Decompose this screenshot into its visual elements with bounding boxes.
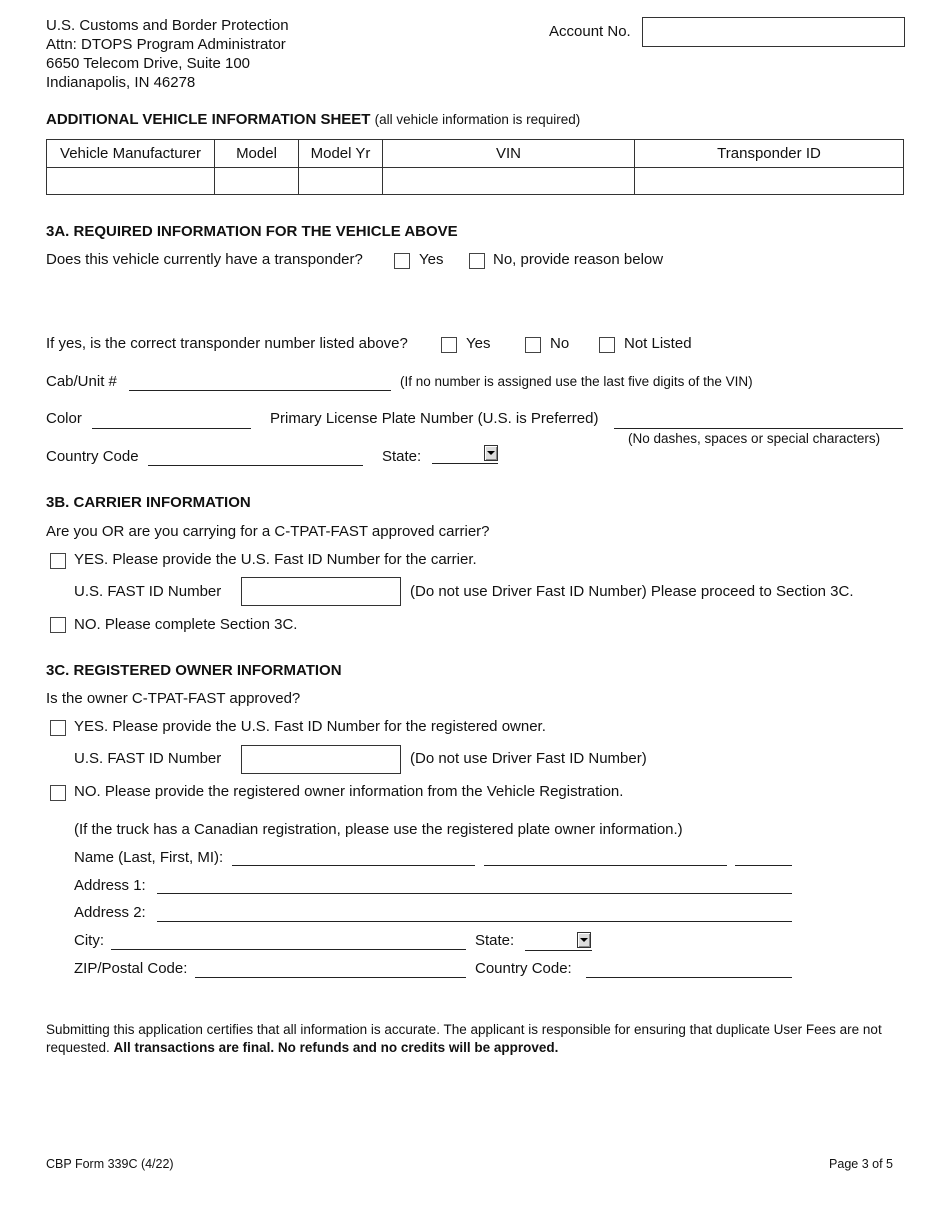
- transponder-question: Does this vehicle currently have a transponder?: [46, 251, 363, 268]
- state-select[interactable]: [432, 463, 498, 464]
- col-vin: VIN: [383, 140, 635, 168]
- owner-country-label: Country Code:: [475, 960, 572, 977]
- account-label: Account No.: [549, 23, 631, 40]
- zip-label: ZIP/Postal Code:: [74, 960, 188, 977]
- owner-fast-note: (Do not use Driver Fast ID Number): [410, 750, 647, 767]
- owner-state-label: State:: [475, 932, 515, 949]
- transponder-no-checkbox[interactable]: [469, 253, 485, 269]
- correct-no-label: No: [550, 335, 570, 352]
- section-3c-heading: 3C. REGISTERED OWNER INFORMATION: [46, 662, 342, 679]
- chevron-down-icon[interactable]: [484, 445, 498, 461]
- owner-no-label: NO. Please provide the registered owner information from the Vehicle Registration.: [74, 783, 624, 800]
- carrier-question: Are you OR are you carrying for a C-TPAT-FAST approved carrier?: [46, 523, 490, 540]
- correct-notlisted-checkbox[interactable]: [599, 337, 615, 353]
- city-label: City:: [74, 932, 104, 949]
- owner-fast-label: U.S. FAST ID Number: [74, 750, 222, 767]
- plate-note: (No dashes, spaces or special characters): [628, 431, 881, 446]
- owner-no-checkbox[interactable]: [50, 785, 66, 801]
- plate-input[interactable]: [614, 428, 903, 429]
- owner-question: Is the owner C-TPAT-FAST approved?: [46, 690, 301, 707]
- address-line-2: Attn: DTOPS Program Administrator: [46, 36, 286, 53]
- model-year-input[interactable]: [299, 168, 383, 195]
- transponder-yes-label: Yes: [419, 251, 444, 268]
- certification-bold: All transactions are final. No refunds and no credits will be approved.: [113, 1040, 559, 1055]
- transponder-no-label: No, provide reason below: [493, 251, 664, 268]
- transponder-yes-checkbox[interactable]: [394, 253, 410, 269]
- manufacturer-input[interactable]: [47, 168, 215, 195]
- owner-yes-checkbox[interactable]: [50, 720, 66, 736]
- owner-state-select[interactable]: [525, 950, 592, 951]
- color-input[interactable]: [92, 428, 251, 429]
- section-3a-heading: 3A. REQUIRED INFORMATION FOR THE VEHICLE ABOVE: [46, 223, 458, 240]
- city-input[interactable]: [111, 949, 466, 950]
- carrier-yes-checkbox[interactable]: [50, 553, 66, 569]
- zip-input[interactable]: [195, 977, 466, 978]
- carrier-no-checkbox[interactable]: [50, 617, 66, 633]
- page-number: Page 3 of 5: [829, 1157, 893, 1171]
- carrier-no-label: NO. Please complete Section 3C.: [74, 616, 298, 633]
- table-row: [47, 168, 904, 195]
- col-manufacturer: Vehicle Manufacturer: [47, 140, 215, 168]
- sheet-title: ADDITIONAL VEHICLE INFORMATION SHEET: [46, 111, 371, 128]
- address1-label: Address 1:: [74, 877, 146, 894]
- address2-input[interactable]: [157, 921, 792, 922]
- carrier-fast-id-input[interactable]: [241, 577, 401, 606]
- carrier-yes-label: YES. Please provide the U.S. Fast ID Number for the carrier.: [74, 551, 477, 568]
- col-model-year: Model Yr: [299, 140, 383, 168]
- country-code-label: Country Code: [46, 448, 139, 465]
- sheet-note: (all vehicle information is required): [374, 112, 581, 127]
- sheet-title-row: [46, 111, 580, 128]
- model-input[interactable]: [215, 168, 299, 195]
- correct-notlisted-label: Not Listed: [624, 335, 692, 352]
- transponder-id-input[interactable]: [635, 168, 904, 195]
- address-line-1: U.S. Customs and Border Protection: [46, 17, 289, 34]
- owner-country-input[interactable]: [586, 977, 792, 978]
- carrier-fast-note: (Do not use Driver Fast ID Number) Please proceed to Section 3C.: [410, 583, 854, 600]
- vin-input[interactable]: [383, 168, 635, 195]
- col-transponder-id: Transponder ID: [635, 140, 904, 168]
- owner-yes-label: YES. Please provide the U.S. Fast ID Number for the registered owner.: [74, 718, 546, 735]
- correct-yes-checkbox[interactable]: [441, 337, 457, 353]
- cab-unit-label: Cab/Unit #: [46, 373, 117, 390]
- section-3b-heading: 3B. CARRIER INFORMATION: [46, 494, 251, 511]
- form-number: CBP Form 339C (4/22): [46, 1157, 174, 1171]
- address1-input[interactable]: [157, 893, 792, 894]
- name-label: Name (Last, First, MI):: [74, 849, 224, 866]
- name-first-input[interactable]: [484, 865, 727, 866]
- account-number-input[interactable]: [642, 17, 905, 47]
- chevron-down-icon[interactable]: [577, 932, 591, 948]
- correct-transponder-question: If yes, is the correct transponder number listed above?: [46, 335, 408, 352]
- carrier-fast-label: U.S. FAST ID Number: [74, 583, 222, 600]
- table-header-row: [47, 140, 904, 168]
- address2-label: Address 2:: [74, 904, 146, 921]
- certification-body: Submitting this application certifies that all information is accurate. The applicant is responsible for ensuring that duplicate User Fees are not requested.: [46, 1022, 882, 1055]
- correct-yes-label: Yes: [466, 335, 491, 352]
- owner-fast-id-input[interactable]: [241, 745, 401, 774]
- vehicle-table: [46, 139, 904, 195]
- cab-unit-note: (If no number is assigned use the last five digits of the VIN): [400, 374, 753, 389]
- address-line-4: Indianapolis, IN 46278: [46, 74, 196, 91]
- name-mi-input[interactable]: [735, 865, 792, 866]
- mailing-address: [46, 16, 289, 92]
- certification-text: [46, 1021, 906, 1057]
- cab-unit-input[interactable]: [129, 390, 391, 391]
- name-last-input[interactable]: [232, 865, 475, 866]
- address-line-3: 6650 Telecom Drive, Suite 100: [46, 55, 251, 72]
- color-label: Color: [46, 410, 82, 427]
- country-code-input[interactable]: [148, 465, 363, 466]
- plate-label: Primary License Plate Number (U.S. is Preferred): [270, 410, 599, 427]
- canada-note: (If the truck has a Canadian registration, please use the registered plate owner information.): [74, 821, 683, 838]
- state-label: State:: [382, 448, 422, 465]
- correct-no-checkbox[interactable]: [525, 337, 541, 353]
- col-model: Model: [215, 140, 299, 168]
